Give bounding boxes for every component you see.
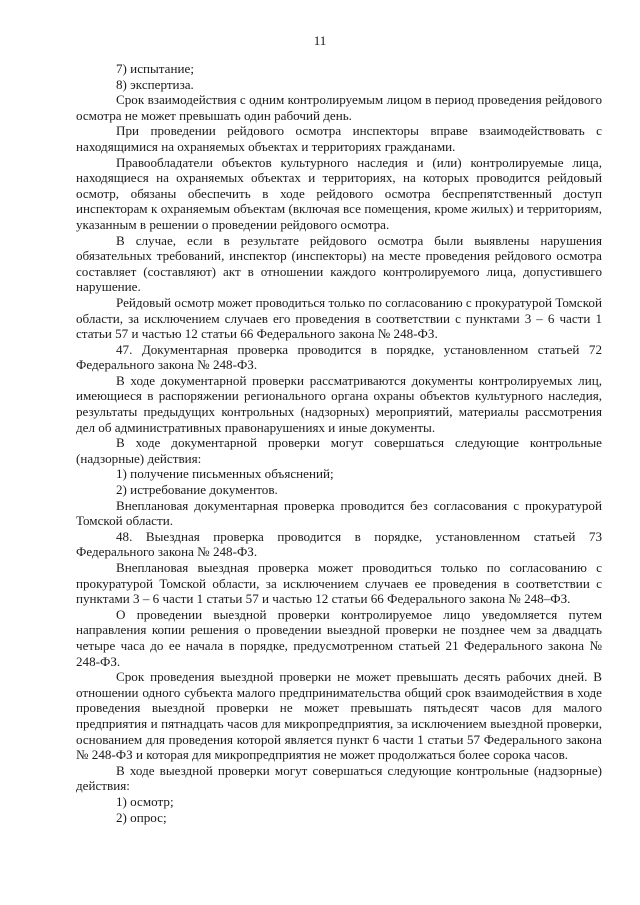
paragraph: При проведении рейдового осмотра инспекторы вправе взаимодействовать с находящимися на охраняемых объектах и территориях гражданами. xyxy=(76,123,602,154)
list-item: 1) получение письменных объяснений; xyxy=(116,466,334,482)
paragraph: 48. Выездная проверка проводится в порядке, установленном статьей 73 Федерального закона № 248-ФЗ. xyxy=(76,528,602,560)
paragraph: Срок проведения выездной проверки не может превышать десять рабочих дней. В отношении одного субъекта малого предпринимательства общий срок взаимодействия в ходе проведения выездной проверки не может превышать пятьдесят часов для малого предприятия и пятнадцать часов для микропредприятия, за исключением выездной проверки, основанием для проведения которой является пункт 6 части 1 статьи 57 Федерального закона № 248-ФЗ и которая для микропредприятия не может продолжаться более сорока часов. xyxy=(76,669,602,763)
list-item: 8) экспертиза. xyxy=(116,76,194,92)
paragraph: Рейдовый осмотр может проводиться только по согласованию с прокуратурой Томской области, за исключением случаев его проведения в соответствии с пунктами 3 – 6 части 1 статьи 57 и частью 12 статьи 66 Федерального закона № 248-ФЗ. xyxy=(76,294,602,342)
paragraph: В случае, если в результате рейдового осмотра были выявлены нарушения обязательных требований, инспектор (инспекторы) на месте проведения рейдового осмотра составляет (составляют) акт в отношении каждого контролируемого лица, допустившего нарушение. xyxy=(76,232,602,295)
document-body xyxy=(76,61,602,825)
list-item: 2) опрос; xyxy=(116,809,167,825)
paragraph: Внеплановая выездная проверка может проводиться только по согласованию с прокуратурой Томской области, за исключением случаев ее проведения в соответствии с пунктами 3 – 6 части 1 статьи 57 и частью 12 статьи 66 Федерального закона № 248–ФЗ. xyxy=(76,560,602,607)
list-item: 7) испытание; xyxy=(116,61,194,76)
page-number: 11 xyxy=(313,33,327,48)
paragraph: 47. Документарная проверка проводится в порядке, установленном статьей 72 Федерального закона № 248-ФЗ. xyxy=(76,341,602,373)
paragraph: Срок взаимодействия с одним контролируемым лицом в период проведения рейдового осмотра не может превышать один рабочий день. xyxy=(76,92,602,123)
list-item: 1) осмотр; xyxy=(116,793,174,809)
paragraph: Правообладатели объектов культурного наследия и (или) контролируемые лица, находящиеся на охраняемых объектах и территориях, на которых проводится рейдовый осмотр, обязаны обеспечить в ходе рейдового осмотра беспрепятственный доступ инспекторам к охраняемым объектам (включая все помещения, кроме жилых) и территориям, указанным в решении о проведении рейдового осмотра. xyxy=(76,154,602,232)
paragraph: В ходе документарной проверки рассматриваются документы контролируемых лиц, имеющиеся в распоряжении регионального органа охраны объектов культурного наследия, результаты предыдущих контрольных (надзорных) мероприятий, материалы рассмотрения дел об административных правонарушениях и иные документы. xyxy=(76,372,602,435)
paragraph: В ходе выездной проверки могут совершаться следующие контрольные (надзорные) действия: xyxy=(76,762,602,794)
list-item: 2) истребование документов. xyxy=(116,482,278,498)
paragraph: В ходе документарной проверки могут совершаться следующие контрольные (надзорные) действия: xyxy=(76,435,602,466)
paragraph: О проведении выездной проверки контролируемое лицо уведомляется путем направления копии решения о проведении выездной проверки не позднее чем за двадцать четыре часа до ее начала в порядке, предусмотренном статьей 21 Федерального закона № 248-ФЗ. xyxy=(76,606,602,669)
paragraph: Внеплановая документарная проверка проводится без согласования с прокуратурой Томской области. xyxy=(76,497,602,529)
